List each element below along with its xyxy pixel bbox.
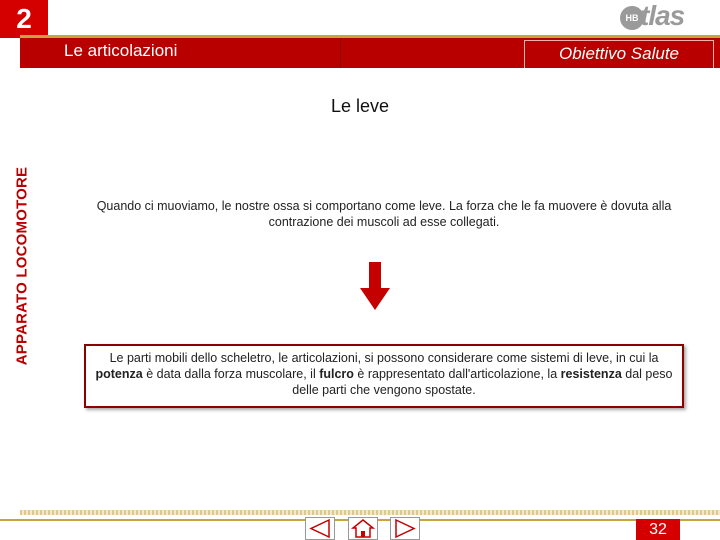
- arrow-down-icon: [360, 262, 390, 310]
- logo: tlas: [640, 0, 685, 31]
- term-fulcro: fulcro: [319, 367, 354, 381]
- term-resistenza: resistenza: [560, 367, 622, 381]
- bottom-decoration: [20, 510, 720, 515]
- paragraph-text: è rappresentato dall'articolazione, la: [353, 367, 561, 381]
- header-title: Le articolazioni: [64, 41, 178, 60]
- term-potenza: potenza: [95, 367, 143, 381]
- page-number: 32: [636, 519, 680, 540]
- obiettivo-tab-label[interactable]: Obiettivo Salute: [558, 44, 679, 63]
- section-label: APPARATO LOCOMOTORE: [13, 166, 31, 366]
- paragraph-text: dal peso delle parti che vengono spostate.: [292, 367, 673, 397]
- triangle-right-icon[interactable]: [390, 517, 420, 540]
- home-icon[interactable]: [348, 517, 378, 540]
- intro-paragraph: Quando ci muoviamo, le nostre ossa si comportano come leve. La forza che le fa muovere è dovuta alla contrazione dei muscoli ad esse collegati.: [96, 199, 672, 229]
- chapter-number: 2: [0, 0, 48, 38]
- slide-title: Le leve: [330, 96, 390, 116]
- paragraph-text: è data dalla forza muscolare, il: [142, 367, 320, 381]
- triangle-left-icon[interactable]: [305, 517, 335, 540]
- logo-badge: HB: [620, 6, 644, 30]
- paragraph-text: Le parti mobili dello scheletro, le articolazioni, si possono considerare come sistemi di leve, in cui la: [109, 351, 659, 365]
- header-divider: [340, 38, 341, 68]
- explanation-paragraph: [88, 350, 680, 398]
